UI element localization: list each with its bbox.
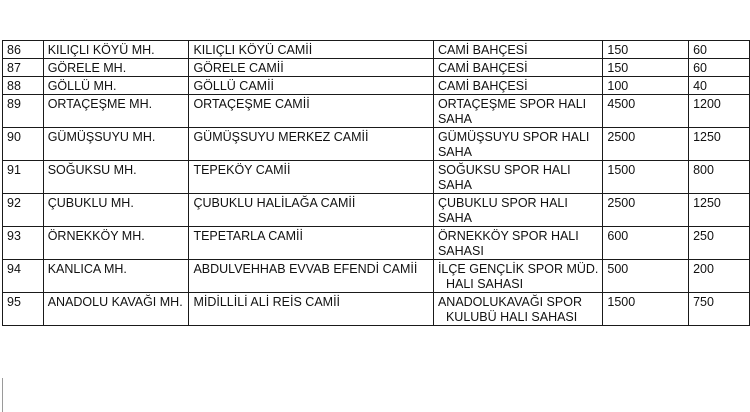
area-cell: CAMİ BAHÇESİ — [433, 41, 602, 59]
mosque-cell: GÜMÜŞSUYU MERKEZ CAMİİ — [189, 128, 434, 161]
value-cell: 60 — [689, 59, 750, 77]
mosque-cell: TEPEKÖY CAMİİ — [189, 161, 434, 194]
capacity-cell: 150 — [603, 41, 689, 59]
neighborhood-cell: GÖRELE MH. — [43, 59, 189, 77]
area-line-2: SAHA — [437, 112, 472, 126]
table-row — [3, 128, 750, 161]
neighborhood-cell: GÜMÜŞSUYU MH. — [43, 128, 189, 161]
value-cell: 1200 — [689, 95, 750, 128]
area-cell — [433, 227, 602, 260]
row-number: 94 — [3, 260, 44, 293]
area-cell — [433, 128, 602, 161]
neighborhood-cell: ÇUBUKLU MH. — [43, 194, 189, 227]
table-row — [3, 194, 750, 227]
mosque-cell: ORTAÇEŞME CAMİİ — [189, 95, 434, 128]
neighborhood-cell: ÖRNEKKÖY MH. — [43, 227, 189, 260]
table-row — [3, 161, 750, 194]
mosque-cell: GÖLLÜ CAMİİ — [189, 77, 434, 95]
row-number: 87 — [3, 59, 44, 77]
capacity-cell: 2500 — [603, 194, 689, 227]
table-row — [3, 41, 750, 59]
mosque-cell: MİDİLLİLİ ALİ REİS CAMİİ — [189, 293, 434, 326]
table-row — [3, 260, 750, 293]
capacity-cell: 1500 — [603, 161, 689, 194]
value-cell: 800 — [689, 161, 750, 194]
capacity-cell: 4500 — [603, 95, 689, 128]
neighborhood-cell: SOĞUKSU MH. — [43, 161, 189, 194]
table-edge-line — [2, 378, 9, 412]
row-number: 89 — [3, 95, 44, 128]
value-cell: 750 — [689, 293, 750, 326]
area-line-1: ANADOLUKAVAĞI SPOR — [437, 295, 582, 309]
row-number: 95 — [3, 293, 44, 326]
capacity-cell: 600 — [603, 227, 689, 260]
area-line-2: HALI SAHASI — [445, 277, 524, 291]
area-cell — [433, 95, 602, 128]
table-row — [3, 77, 750, 95]
row-number: 88 — [3, 77, 44, 95]
mosque-cell: KILIÇLI KÖYÜ CAMİİ — [189, 41, 434, 59]
area-line-1: SOĞUKSU SPOR HALI — [437, 163, 571, 177]
area-line-1: GÜMÜŞSUYU SPOR HALI — [437, 130, 590, 144]
value-cell: 250 — [689, 227, 750, 260]
row-number: 86 — [3, 41, 44, 59]
area-line-2: SAHA — [437, 211, 472, 225]
neighborhood-cell: GÖLLÜ MH. — [43, 77, 189, 95]
neighborhood-cell: ANADOLU KAVAĞI MH. — [43, 293, 189, 326]
mosque-cell: ÇUBUKLU HALİLAĞA CAMİİ — [189, 194, 434, 227]
mosque-cell: TEPETARLA CAMİİ — [189, 227, 434, 260]
value-cell: 1250 — [689, 128, 750, 161]
neighborhood-cell: KILIÇLI KÖYÜ MH. — [43, 41, 189, 59]
area-line-2: KULUBÜ HALI SAHASI — [445, 310, 578, 324]
row-number: 90 — [3, 128, 44, 161]
area-line-1: ORTAÇEŞME SPOR HALI — [437, 97, 587, 111]
neighborhood-cell: KANLICA MH. — [43, 260, 189, 293]
area-line-1: ÖRNEKKÖY SPOR HALI — [437, 229, 579, 243]
row-number: 92 — [3, 194, 44, 227]
area-cell — [433, 161, 602, 194]
capacity-cell: 1500 — [603, 293, 689, 326]
value-cell: 200 — [689, 260, 750, 293]
area-line-1: ÇUBUKLU SPOR HALI — [437, 196, 568, 210]
area-line-2: SAHA — [437, 178, 472, 192]
capacity-cell: 100 — [603, 77, 689, 95]
area-line-2: SAHASI — [437, 244, 484, 258]
area-cell — [433, 260, 602, 293]
table-row — [3, 59, 750, 77]
capacity-cell: 2500 — [603, 128, 689, 161]
table-row — [3, 95, 750, 128]
mosque-area-table — [2, 40, 750, 326]
area-cell: CAMİ BAHÇESİ — [433, 77, 602, 95]
table-row — [3, 293, 750, 326]
row-number: 91 — [3, 161, 44, 194]
mosque-cell: GÖRELE CAMİİ — [189, 59, 434, 77]
value-cell: 60 — [689, 41, 750, 59]
value-cell: 40 — [689, 77, 750, 95]
capacity-cell: 500 — [603, 260, 689, 293]
value-cell: 1250 — [689, 194, 750, 227]
area-cell — [433, 194, 602, 227]
area-line-2: SAHA — [437, 145, 472, 159]
mosque-cell: ABDULVEHHAB EVVAB EFENDİ CAMİİ — [189, 260, 434, 293]
row-number: 93 — [3, 227, 44, 260]
table-row — [3, 227, 750, 260]
capacity-cell: 150 — [603, 59, 689, 77]
neighborhood-cell: ORTAÇEŞME MH. — [43, 95, 189, 128]
area-cell: CAMİ BAHÇESİ — [433, 59, 602, 77]
area-line-1: İLÇE GENÇLİK SPOR MÜD. — [437, 262, 599, 276]
area-cell — [433, 293, 602, 326]
